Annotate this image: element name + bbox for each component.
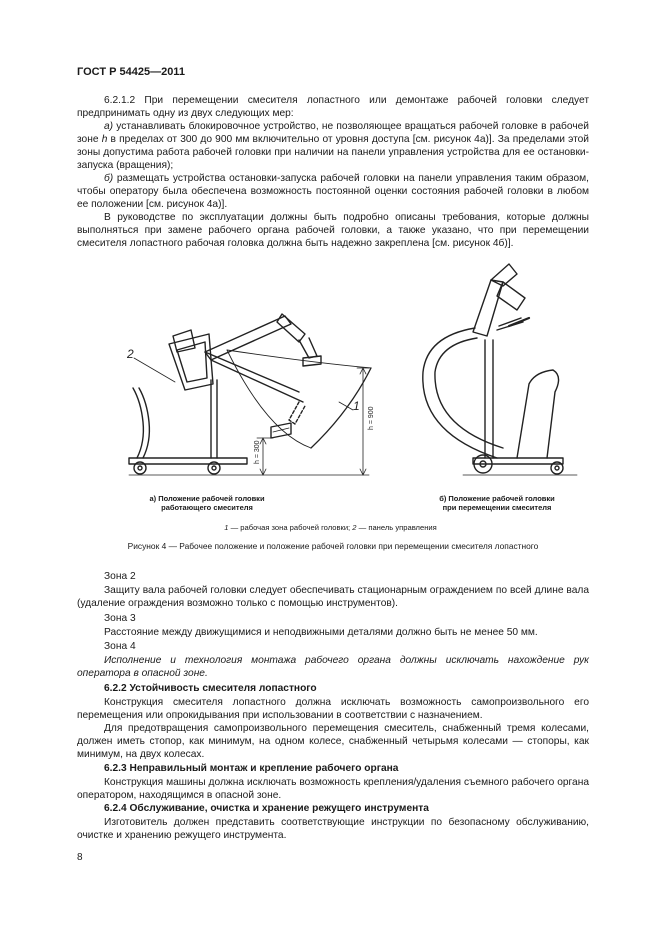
section-622-heading: 6.2.2 Устойчивость смесителя лопастного — [104, 683, 317, 694]
zone2-title: Зона 2 — [104, 571, 136, 582]
dimension-h300: h = 300 — [254, 440, 261, 464]
caption-b-line2: при перемещении смесителя — [442, 503, 552, 512]
section-624-heading: 6.2.4 Обслуживание, очистка и хранение режущего инструмента — [104, 803, 429, 814]
item-b-text: размещать устройства остановки-запуска рабочей головки на панели управления таким образом, чтобы оператору была обеспечена возможность постоянной оценки состояния рабочей головки в любом ее положении [см. рисунок 4а)]. — [77, 173, 589, 211]
caption-b — [407, 494, 587, 512]
legend-2-num: 2 — [352, 523, 357, 532]
item-a-marker: а) — [104, 121, 114, 132]
figure-legend — [0, 523, 661, 532]
document-header: ГОСТ Р 54425—2011 — [77, 66, 185, 78]
caption-a — [107, 494, 307, 512]
figure-4 — [77, 252, 589, 552]
legend-1-text: — рабочая зона рабочей головки; — [228, 523, 353, 532]
paragraph-6212-a — [77, 120, 589, 172]
legend-2-text: — панель управления — [356, 523, 437, 532]
item-a-text: устанавливать блокировочное устройство, не позволяющее вращаться рабочей головке в рабочей зоне — [77, 121, 589, 146]
paragraph-6212-intro: 6.2.1.2 При перемещении смесителя лопастного или демонтаже рабочей головки следует предпринимать одну из двух следующих мер: — [77, 95, 589, 120]
section-624-p1: Изготовитель должен представить соответствующие инструкции по безопасному обслуживанию, очистке и хранению режущего инструмента. — [77, 817, 589, 842]
dimension-h900: h = 900 — [368, 406, 375, 430]
caption-a-line1: а) Положение рабочей головки — [149, 494, 265, 503]
section-623-p1: Конструкция машины должна исключать возможность крепления/удаления съемного рабочего органа оператором, находящимся в опасной зоне. — [77, 777, 589, 802]
item-b-marker: б) — [104, 173, 114, 184]
item-a-text2: в пределах от 300 до 900 мм включительно от уровня доступа [см. рисунок 4а)]. За пределами этой зоны допустима работа рабочей головки при наличии на панели управления устройства для ее остановки-запуска (вращения); — [77, 134, 589, 172]
caption-b-line1: б) Положение рабочей головки — [439, 494, 555, 503]
zone4-title: Зона 4 — [104, 641, 136, 652]
figure-title: Рисунок 4 — Рабочее положение и положение рабочей головки при перемещении смесителя лопастного — [127, 541, 539, 551]
section-622-p1: Конструкция смесителя лопастного должна исключать возможность самопроизвольного его перемещения или опрокидывания при использовании в соответствии с назначением. — [77, 697, 589, 722]
section-623-heading: 6.2.3 Неправильный монтаж и крепление рабочего органа — [104, 763, 399, 774]
zone3-title: Зона 3 — [104, 613, 136, 624]
page-number: 8 — [77, 852, 83, 863]
callout-label-1: 1 — [353, 399, 360, 413]
item-a-h: h — [101, 134, 108, 146]
caption-a-line2: работающего смесителя — [161, 503, 253, 512]
zone3-text: Расстояние между движущимися и неподвижными деталями должно быть не менее 50 мм. — [104, 627, 538, 638]
paragraph-manual: В руководстве по эксплуатации должны быть подробно описаны требования, которые должны выполняться при замене рабочего органа рабочей головки, а также указано, что при перемещении смесителя лопастного рабочая головка должна быть надежно закреплена [см. рисунок 4б)]. — [77, 212, 589, 250]
zone4-text: Исполнение и технология монтажа рабочего органа должны исключать нахождение рук оператора в опасной зоне. — [77, 655, 589, 680]
paragraph-6212-b — [77, 172, 589, 211]
callout-label-2: 2 — [127, 347, 134, 361]
section-622-p2: Для предотвращения самопроизвольного перемещения смеситель, снабженный тремя колесами, должен иметь стопор, как минимум, на одном колесе, снабженный четырьмя колесами — стопоры, как минимум, на двух колесах. — [77, 723, 589, 761]
legend-1-num: 1 — [224, 523, 229, 532]
zone2-text: Защиту вала рабочей головки следует обеспечивать стационарным ограждением по всей длине вала (удаление ограждения возможно только с помощью инструментов). — [77, 585, 589, 610]
figure-4-drawing — [77, 252, 589, 522]
